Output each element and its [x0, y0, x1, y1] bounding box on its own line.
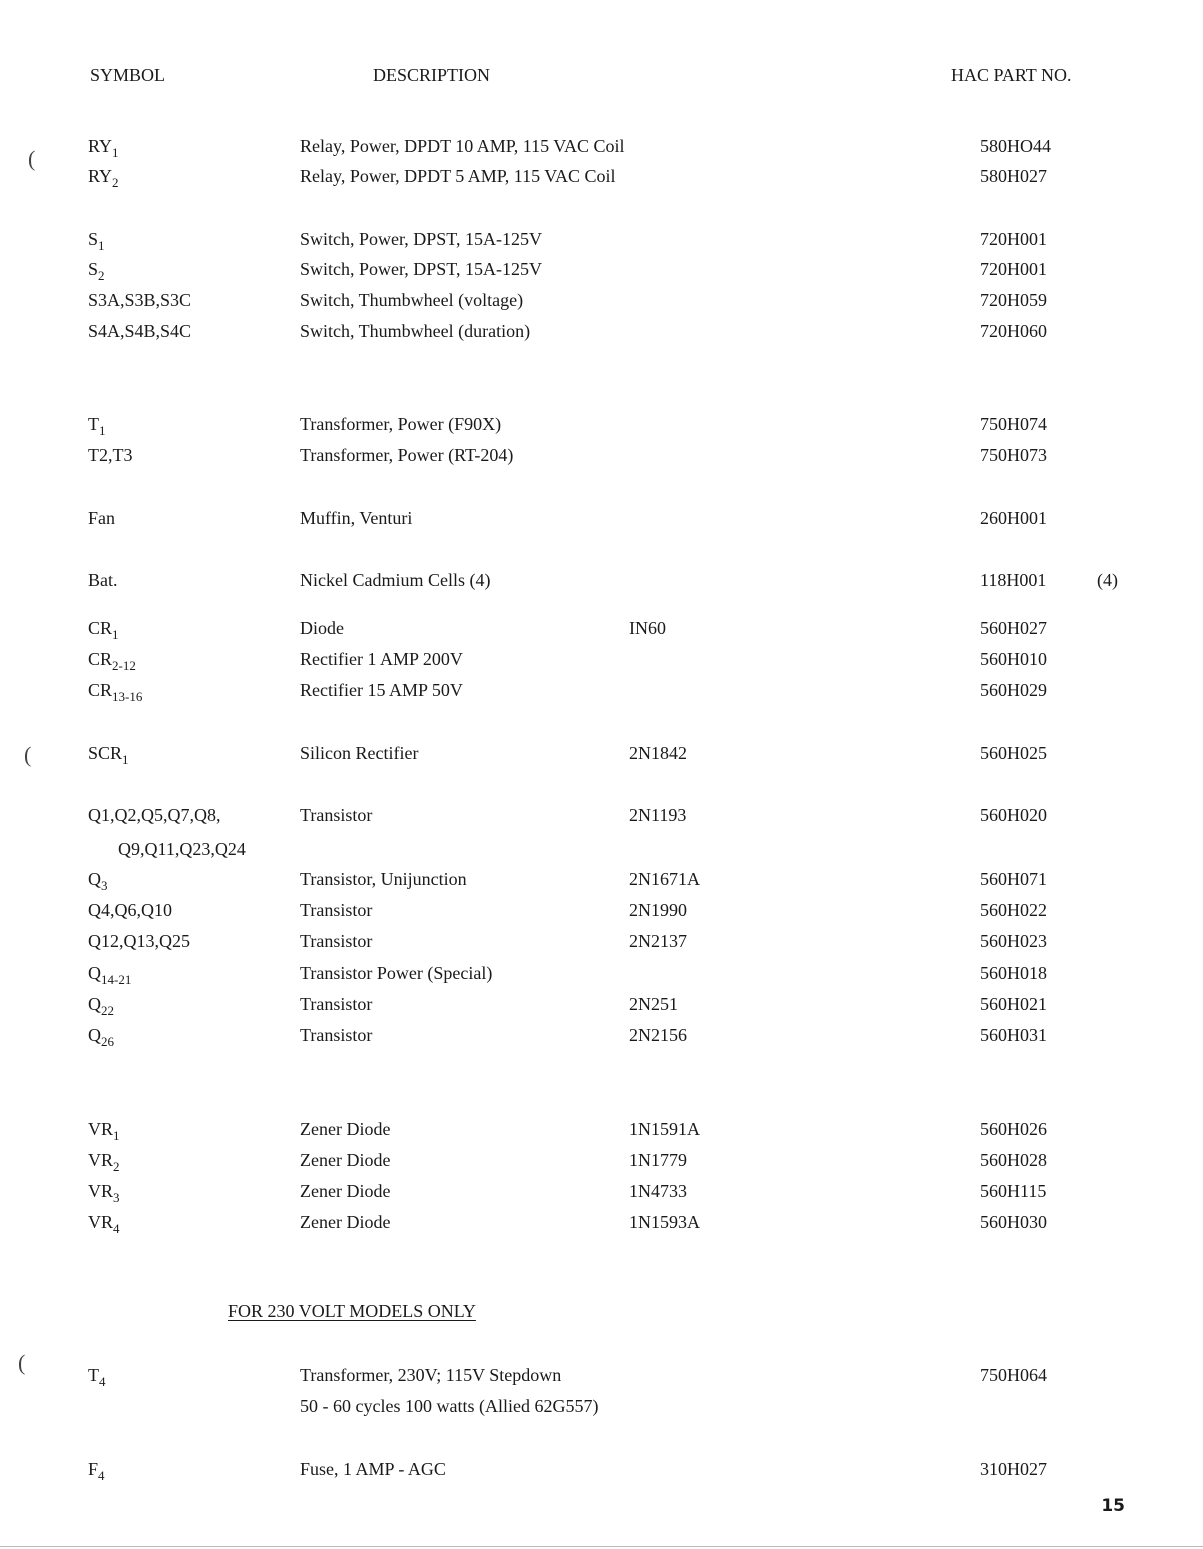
parts-row-description: Nickel Cadmium Cells (4): [300, 570, 491, 590]
margin-mark: (: [18, 1350, 26, 1375]
parts-row-part-no: 560H027: [980, 618, 1047, 638]
parts-row-description: Transformer, 230V; 115V Stepdown: [300, 1365, 562, 1385]
parts-row-part-no: 310H027: [980, 1459, 1047, 1479]
parts-row-description: Transistor: [300, 805, 373, 825]
parts-row-type: 2N1842: [629, 743, 687, 763]
parts-row-symbol: Bat.: [88, 570, 118, 590]
parts-row-type: 2N251: [629, 994, 678, 1014]
parts-row-part-no: 560H025: [980, 743, 1047, 763]
parts-row-part-no: 118H001: [980, 570, 1047, 590]
parts-row-type: 1N4733: [629, 1181, 687, 1201]
parts-row-description: Rectifier 15 AMP 50V: [300, 680, 463, 700]
parts-row-part-no: 560H115: [980, 1181, 1047, 1201]
parts-row-type: 1N1593A: [629, 1212, 700, 1232]
parts-row-part-no: 560H030: [980, 1212, 1047, 1232]
parts-row-part-no: 560H029: [980, 680, 1047, 700]
parts-row-symbol: $Q_{14-21}$: [88, 963, 132, 987]
parts-row-symbol: S3A,S3B,S3C: [88, 290, 192, 310]
parts-row-description: Zener Diode: [300, 1119, 391, 1139]
parts-row-description: Transistor: [300, 900, 373, 920]
parts-row-description: Transformer, Power (F90X): [300, 414, 502, 434]
column-header-part-no: HAC PART NO.: [951, 65, 1072, 85]
parts-row-description: Relay, Power, DPDT 10 AMP, 115 VAC Coil: [300, 136, 625, 156]
parts-row-type: 1N1591A: [629, 1119, 700, 1139]
parts-row-symbol: $S_1$: [88, 229, 105, 253]
parts-row-part-no: 560H023: [980, 931, 1047, 951]
parts-row-description: Silicon Rectifier: [300, 743, 419, 763]
parts-row-description: Transistor Power (Special): [300, 963, 493, 983]
parts-row-description: Fuse, 1 AMP - AGC: [300, 1459, 446, 1479]
parts-row-symbol: $VR_2$: [88, 1150, 120, 1174]
parts-row-description: Switch, Thumbwheel (voltage): [300, 290, 524, 310]
column-header-symbol: SYMBOL: [90, 65, 166, 85]
parts-row-symbol: $CR_{13-16}$: [88, 680, 143, 704]
parts-row-description: Zener Diode: [300, 1150, 391, 1170]
parts-row-symbol: $CR_{2-12}$: [88, 649, 136, 673]
parts-row-part-no: 720H001: [980, 259, 1047, 279]
parts-row-symbol: $RY_2$: [88, 166, 119, 190]
parts-row-description: Zener Diode: [300, 1181, 391, 1201]
parts-row-symbol: $F_4$: [88, 1459, 105, 1483]
parts-row-type: 2N1193: [629, 805, 687, 825]
parts-row-symbol: Q4,Q6,Q10: [88, 900, 172, 920]
parts-row-symbol: $VR_3$: [88, 1181, 120, 1205]
section-heading-230-volt: FOR 230 VOLT MODELS ONLY: [228, 1301, 476, 1321]
parts-row-description: Transistor, Unijunction: [300, 869, 467, 889]
parts-row-part-no: 560H028: [980, 1150, 1047, 1170]
margin-mark: (: [28, 146, 36, 171]
parts-row-symbol: $SCR_1$: [88, 743, 129, 767]
parts-row-description: Relay, Power, DPDT 5 AMP, 115 VAC Coil: [300, 166, 616, 186]
parts-row-symbol: $VR_1$: [88, 1119, 120, 1143]
parts-row-symbol: $Q_{26}$: [88, 1025, 114, 1049]
parts-row-part-no: 720H059: [980, 290, 1047, 310]
parts-row-symbol: $CR_1$: [88, 618, 119, 642]
parts-row-part-no: 720H001: [980, 229, 1047, 249]
parts-row-part-no: 580HO44: [980, 136, 1051, 156]
parts-row-symbol: $T_4$: [88, 1365, 106, 1389]
parts-row-description: Switch, Thumbwheel (duration): [300, 321, 531, 341]
parts-row-type: 2N2137: [629, 931, 687, 951]
parts-row-symbol: $RY_1$: [88, 136, 119, 160]
parts-row-description: Zener Diode: [300, 1212, 391, 1232]
parts-row-symbol: $Q_{22}$: [88, 994, 114, 1018]
parts-row-description: Transistor: [300, 931, 373, 951]
parts-row-part-no: 560H026: [980, 1119, 1047, 1139]
parts-row-type: 2N1671A: [629, 869, 700, 889]
parts-row-description: Switch, Power, DPST, 15A-125V: [300, 259, 542, 279]
parts-row-symbol: $VR_4$: [88, 1212, 120, 1236]
parts-row-description: Transistor: [300, 994, 373, 1014]
parts-row-part-no: 560H031: [980, 1025, 1047, 1045]
parts-row-symbol: Q12,Q13,Q25: [88, 931, 190, 951]
page-number: 15: [1101, 1496, 1125, 1516]
parts-row-symbol: $S_2$: [88, 259, 105, 283]
parts-row-description: Transformer, Power (RT-204): [300, 445, 514, 465]
parts-row-part-no: 560H010: [980, 649, 1047, 669]
parts-row-part-no: 560H071: [980, 869, 1047, 889]
parts-row-type: 2N1990: [629, 900, 687, 920]
parts-row-part-no: 560H020: [980, 805, 1047, 825]
parts-row-quantity-note: (4): [1097, 570, 1118, 590]
parts-row-part-no: 750H074: [980, 414, 1047, 434]
parts-row-part-no: 720H060: [980, 321, 1047, 341]
parts-row-description: Diode: [300, 618, 344, 638]
parts-row-symbol: $T_1$: [88, 414, 106, 438]
parts-row-part-no: 750H073: [980, 445, 1047, 465]
parts-row-symbol: Fan: [88, 508, 115, 528]
parts-row-type: 2N2156: [629, 1025, 687, 1045]
parts-row-part-no: 560H021: [980, 994, 1047, 1014]
parts-row-type: 1N1779: [629, 1150, 687, 1170]
parts-row-symbol: S4A,S4B,S4C: [88, 321, 192, 341]
parts-row-symbol-continuation: Q9,Q11,Q23,Q24: [118, 839, 246, 859]
column-header-description: DESCRIPTION: [373, 65, 491, 85]
page-bottom-edge: [0, 1546, 1203, 1547]
parts-row-symbol: T2,T3: [88, 445, 133, 465]
parts-row-part-no: 580H027: [980, 166, 1047, 186]
parts-row-symbol: Q1,Q2,Q5,Q7,Q8,: [88, 805, 221, 825]
parts-row-description-line2: 50 - 60 cycles 100 watts (Allied 62G557): [300, 1396, 599, 1416]
parts-row-description: Switch, Power, DPST, 15A-125V: [300, 229, 542, 249]
parts-row-part-no: 560H022: [980, 900, 1047, 920]
parts-row-symbol: $Q_3$: [88, 869, 108, 893]
margin-mark: (: [24, 742, 32, 767]
parts-row-description: Transistor: [300, 1025, 373, 1045]
parts-row-part-no: 260H001: [980, 508, 1047, 528]
parts-row-part-no: 560H018: [980, 963, 1047, 983]
parts-row-description: Muffin, Venturi: [300, 508, 413, 528]
parts-row-description: Rectifier 1 AMP 200V: [300, 649, 463, 669]
parts-row-type: IN60: [629, 618, 666, 638]
parts-row-part-no: 750H064: [980, 1365, 1047, 1385]
